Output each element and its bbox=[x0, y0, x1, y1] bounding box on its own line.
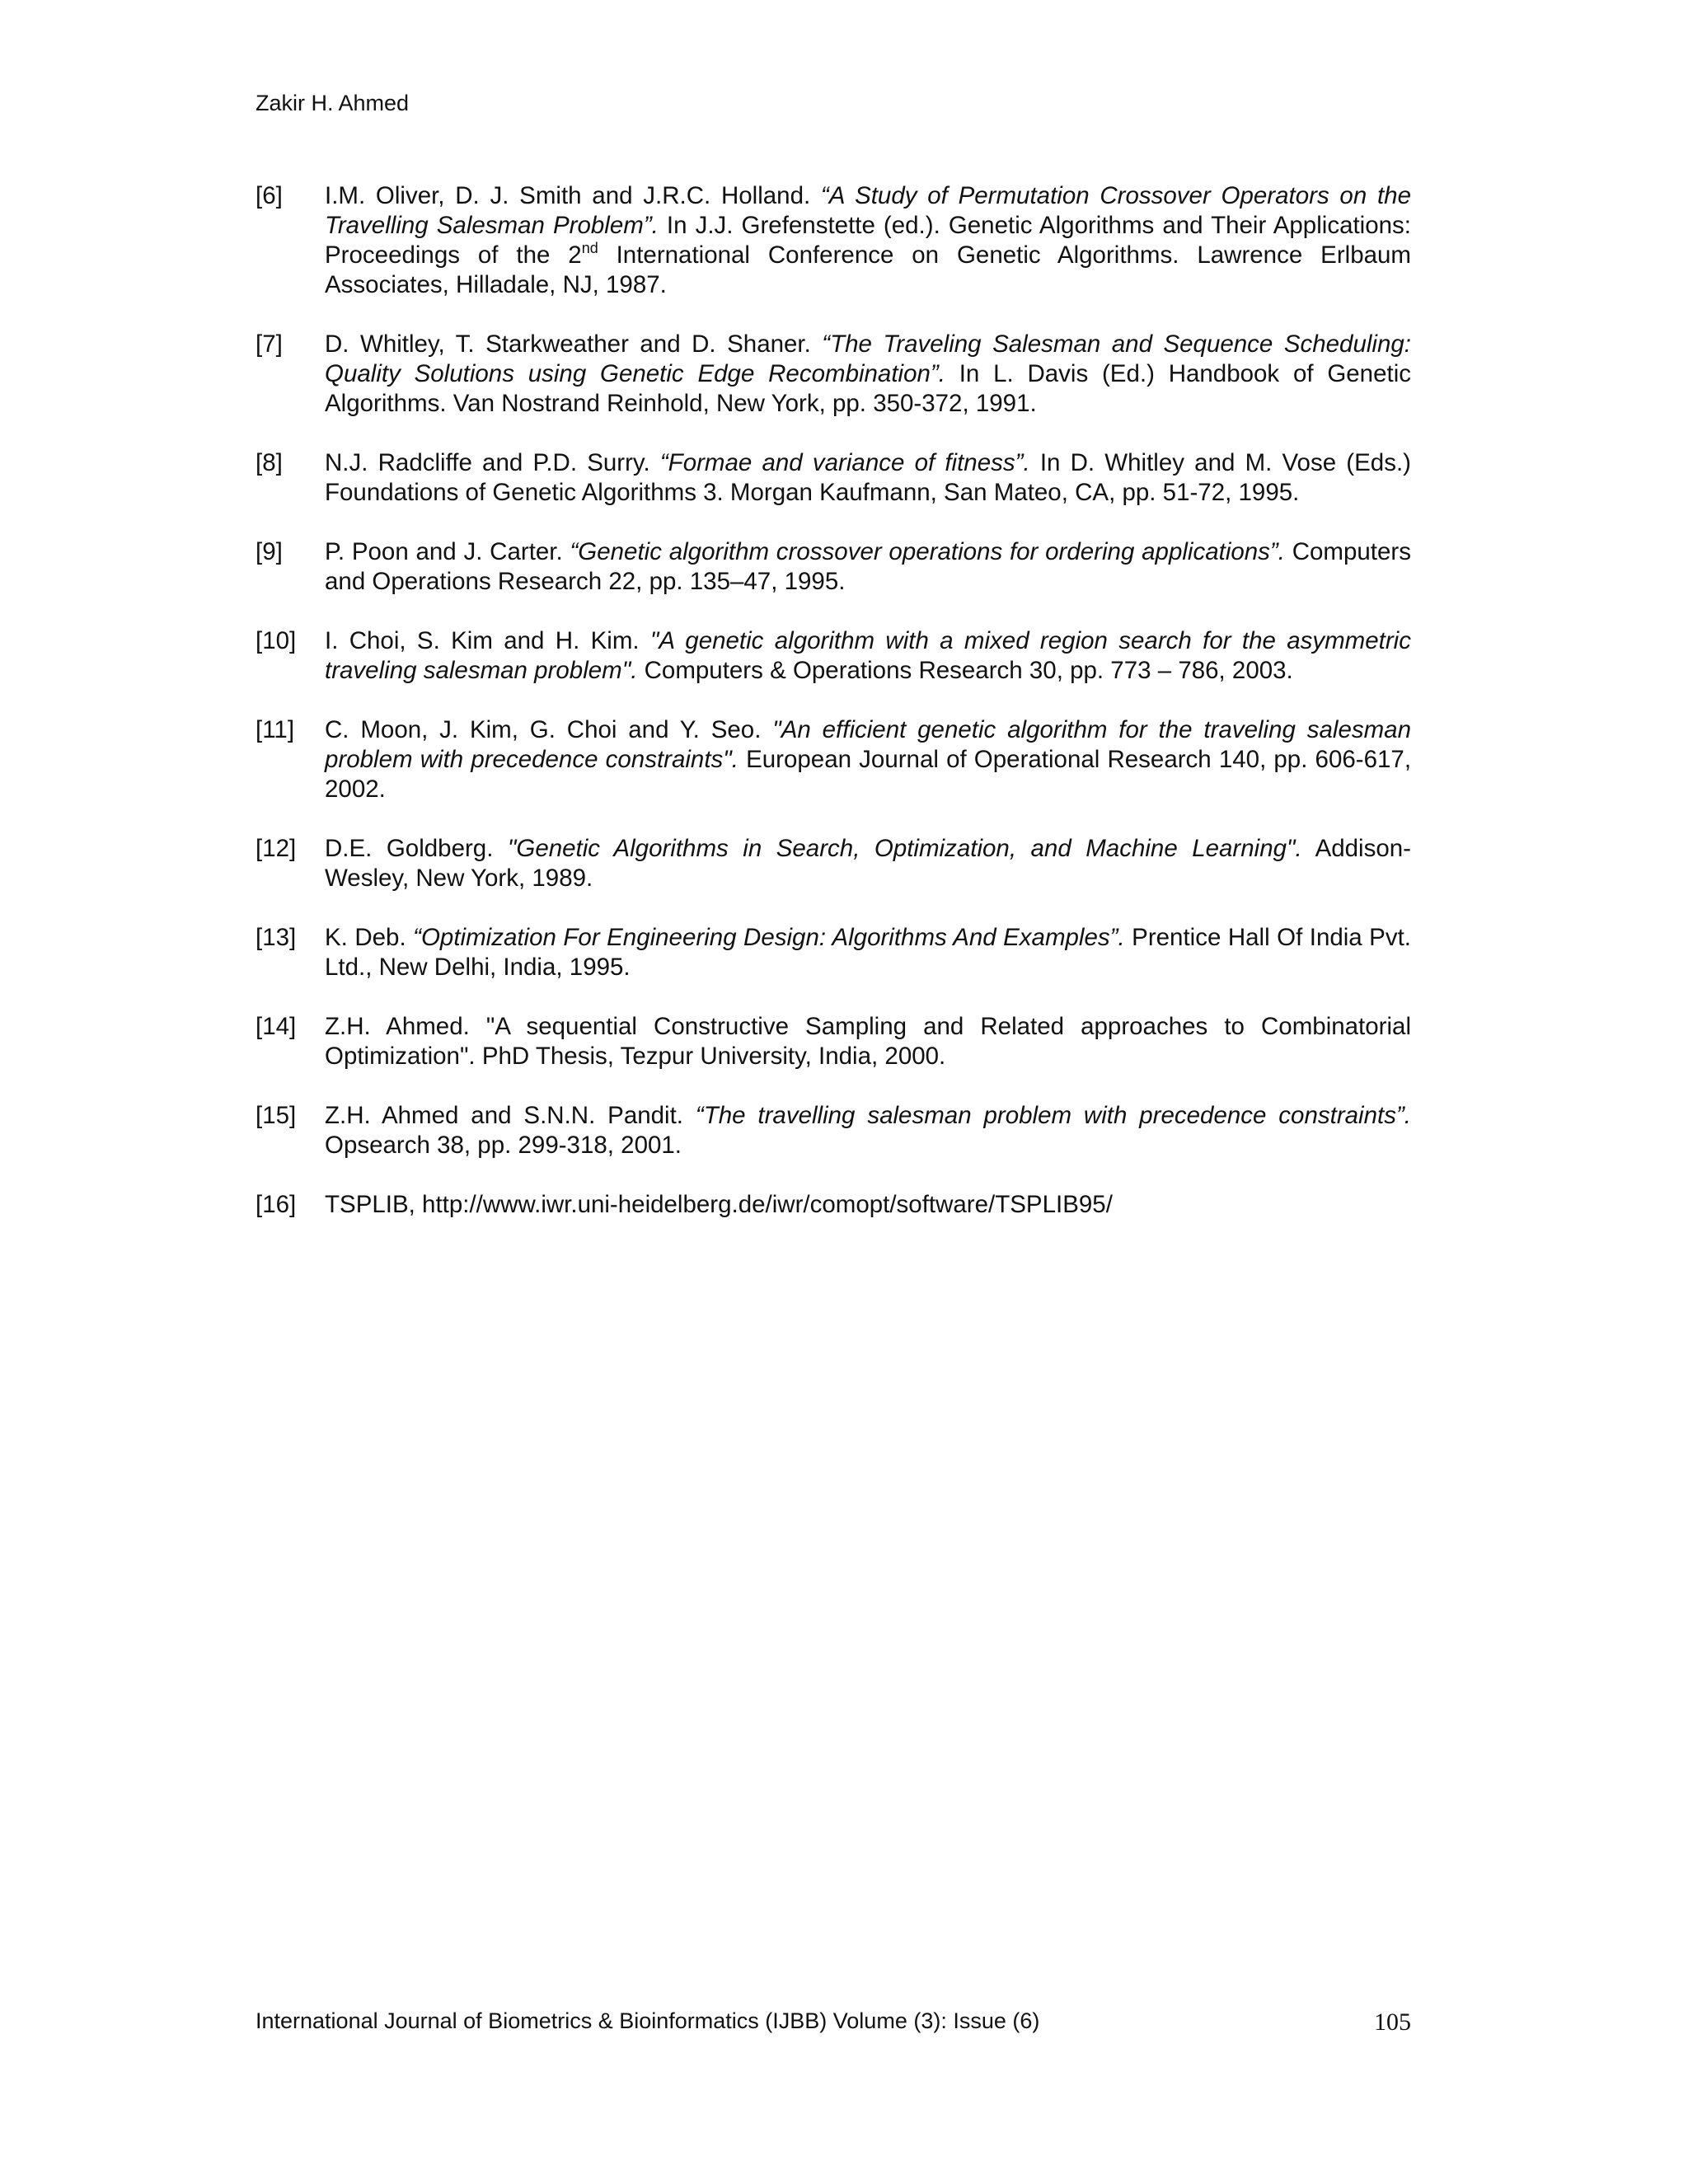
reference-number: [6] bbox=[256, 182, 283, 209]
reference-item bbox=[256, 1012, 1411, 1071]
page-number: 105 bbox=[1374, 2008, 1411, 2036]
reference-text bbox=[325, 181, 1411, 300]
reference-text bbox=[325, 626, 1411, 686]
reference-text bbox=[325, 1190, 1411, 1220]
reference-text bbox=[325, 715, 1411, 804]
reference-title: "Genetic Algorithms in Search, Optimization, and Machine Learning". bbox=[507, 835, 1302, 862]
reference-details: "A sequential Constructive Sampling and Related approaches to Combinatorial Optimization". PhD Thesis, Tezpur University, India, 2000. bbox=[325, 1013, 1412, 1070]
reference-title: "An efficient genetic algorithm for the traveling salesman problem with precedence constraints". bbox=[325, 716, 1411, 773]
reference-details: Computers and Operations Research 22, pp. 135–47, 1995. bbox=[325, 538, 1411, 595]
reference-authors: K. Deb. bbox=[325, 924, 414, 951]
reference-authors: TSPLIB, http://www.iwr.uni-heidelberg.de/iwr/comopt/software/TSPLIB95/ bbox=[325, 1191, 1113, 1218]
ordinal-superscript: nd bbox=[581, 240, 598, 256]
reference-authors: P. Poon and J. Carter. bbox=[325, 538, 570, 565]
reference-list bbox=[256, 181, 1411, 1249]
reference-number: [10] bbox=[256, 627, 297, 654]
reference-item bbox=[256, 715, 1411, 804]
reference-item bbox=[256, 330, 1411, 419]
reference-number: [7] bbox=[256, 330, 283, 358]
reference-number: [8] bbox=[256, 449, 283, 476]
reference-text bbox=[325, 537, 1411, 597]
reference-authors: Z.H. Ahmed. bbox=[325, 1013, 486, 1040]
reference-number: [15] bbox=[256, 1102, 297, 1129]
reference-details: Prentice Hall Of India Pvt. Ltd., New Delhi, India, 1995. bbox=[325, 924, 1412, 981]
reference-item bbox=[256, 923, 1411, 982]
reference-title: “The Traveling Salesman and Sequence Scheduling: Quality Solutions using Genetic Edge Recombination”. bbox=[325, 330, 1411, 387]
reference-details: In J.J. Grefenstette (ed.). Genetic Algorithms and Their Applications: Proceedings of the 2 bbox=[325, 212, 1411, 269]
reference-number: [13] bbox=[256, 924, 297, 951]
reference-details: In D. Whitley and M. Vose (Eds.) Foundations of Genetic Algorithms 3. Morgan Kaufmann, San Mateo, CA, pp. 51-72, 1995. bbox=[325, 449, 1411, 506]
reference-text bbox=[325, 448, 1411, 508]
reference-item bbox=[256, 1190, 1411, 1220]
reference-authors: Z.H. Ahmed and S.N.N. Pandit. bbox=[325, 1102, 696, 1129]
reference-authors: N.J. Radcliffe and P.D. Surry. bbox=[325, 449, 660, 476]
reference-item bbox=[256, 626, 1411, 686]
reference-authors: C. Moon, J. Kim, G. Choi and Y. Seo. bbox=[325, 716, 773, 743]
running-head-author: Zakir H. Ahmed bbox=[256, 91, 410, 115]
reference-item bbox=[256, 1101, 1411, 1160]
reference-details-cont: International Conference on Genetic Algorithms. Lawrence Erlbaum Associates, Hilladale, NJ, 1987. bbox=[325, 241, 1411, 298]
reference-authors: D.E. Goldberg. bbox=[325, 835, 508, 862]
reference-number: [9] bbox=[256, 538, 283, 565]
reference-title: “Genetic algorithm crossover operations for ordering applications”. bbox=[570, 538, 1285, 565]
reference-title: "A genetic algorithm with a mixed region search for the asymmetric traveling salesman problem". bbox=[325, 627, 1411, 684]
reference-details: Computers & Operations Research 30, pp. 773 – 786, 2003. bbox=[637, 657, 1293, 684]
reference-item bbox=[256, 834, 1411, 893]
reference-authors: I. Choi, S. Kim and H. Kim. bbox=[325, 627, 650, 654]
reference-item bbox=[256, 448, 1411, 508]
reference-item bbox=[256, 537, 1411, 597]
reference-details: Opsearch 38, pp. 299-318, 2001. bbox=[325, 1132, 682, 1159]
reference-text bbox=[325, 330, 1411, 419]
reference-authors: D. Whitley, T. Starkweather and D. Shaner. bbox=[325, 330, 823, 358]
reference-text bbox=[325, 923, 1411, 982]
reference-details: In L. Davis (Ed.) Handbook of Genetic Algorithms. Van Nostrand Reinhold, New York, pp. 350-372, 1991. bbox=[325, 360, 1411, 417]
reference-title: “The travelling salesman problem with precedence constraints”. bbox=[695, 1102, 1411, 1129]
reference-text bbox=[325, 1012, 1411, 1071]
reference-text bbox=[325, 1101, 1411, 1160]
reference-text bbox=[325, 834, 1411, 893]
footer-journal-citation: International Journal of Biometrics & Bioinformatics (IJBB) Volume (3): Issue (6) bbox=[256, 2008, 1040, 2033]
reference-number: [14] bbox=[256, 1013, 297, 1040]
reference-title: “A Study of Permutation Crossover Operators on the Travelling Salesman Problem”. bbox=[325, 182, 1411, 239]
reference-number: [11] bbox=[256, 716, 295, 743]
reference-title: “Formae and variance of fitness”. bbox=[659, 449, 1030, 476]
reference-item bbox=[256, 181, 1411, 300]
reference-authors: I.M. Oliver, D. J. Smith and J.R.C. Holland. bbox=[325, 182, 821, 209]
reference-number: [12] bbox=[256, 835, 297, 862]
reference-details: Addison-Wesley, New York, 1989. bbox=[325, 835, 1411, 892]
reference-number: [16] bbox=[256, 1191, 297, 1218]
reference-title: “Optimization For Engineering Design: Algorithms And Examples”. bbox=[413, 924, 1125, 951]
reference-details: European Journal of Operational Research 140, pp. 606-617, 2002. bbox=[325, 746, 1412, 803]
